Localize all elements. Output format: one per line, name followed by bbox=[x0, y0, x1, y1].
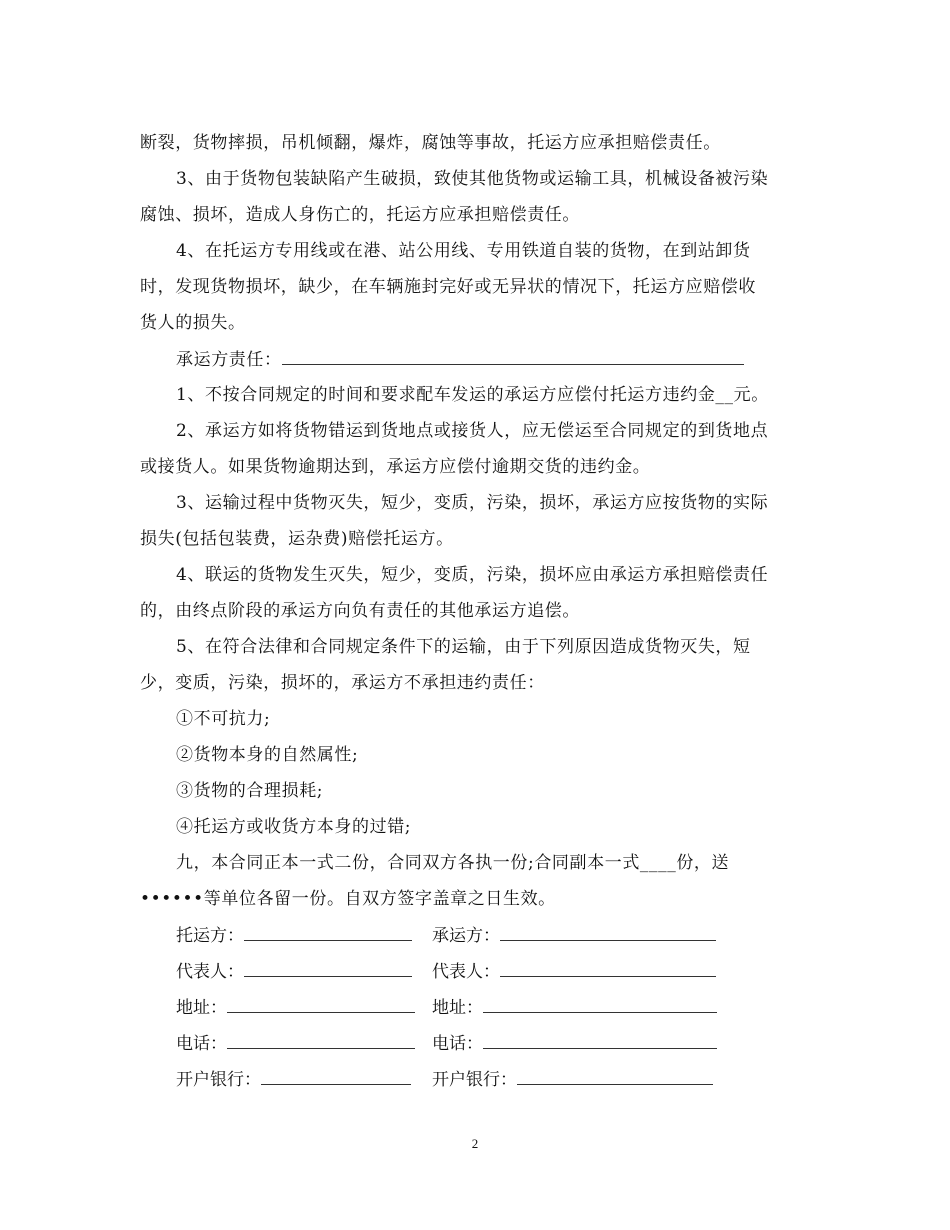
blank-rule bbox=[500, 924, 716, 941]
blank-rule bbox=[227, 1032, 415, 1049]
blank-rule bbox=[500, 960, 716, 977]
field-label: 代表人： bbox=[432, 962, 500, 982]
heading-text: 承运方责任： bbox=[176, 350, 282, 370]
field-label: 地址： bbox=[176, 998, 227, 1018]
carrier-address-field bbox=[432, 996, 717, 1019]
carrier-bank-field bbox=[432, 1068, 713, 1091]
paragraph-line: 2、承运方如将货物错运到货地点或接货人，应无偿运至合同规定的到货地点 bbox=[176, 421, 769, 441]
paragraph-line: 3、运输过程中货物灭失，短少，变质，污染，损坏，承运方应按货物的实际 bbox=[176, 493, 769, 513]
blank-rule bbox=[244, 924, 412, 941]
field-label: 地址： bbox=[432, 998, 483, 1018]
blank-rule bbox=[483, 996, 717, 1013]
field-label: 承运方： bbox=[432, 926, 500, 946]
shipper-field bbox=[176, 924, 412, 947]
paragraph-line: 1、不按合同规定的时间和要求配车发运的承运方应偿付托运方违约金__元。 bbox=[176, 385, 769, 405]
carrier-representative-field bbox=[432, 960, 716, 983]
blank-rule bbox=[244, 960, 412, 977]
carrier-liability-heading bbox=[176, 348, 744, 371]
list-item: ②货物本身的自然属性; bbox=[176, 745, 359, 765]
shipper-bank-field bbox=[176, 1068, 411, 1091]
paragraph-line: 损失(包括包装费，运杂费)赔偿托运方。 bbox=[140, 529, 454, 549]
list-item: ④托运方或收货方本身的过错; bbox=[176, 817, 412, 837]
list-item: ①不可抗力; bbox=[176, 709, 271, 729]
list-item: ③货物的合理损耗; bbox=[176, 781, 324, 801]
field-label: 开户银行： bbox=[432, 1070, 517, 1090]
shipper-phone-field bbox=[176, 1032, 415, 1055]
paragraph-line: 或接货人。如果货物逾期达到，承运方应偿付逾期交货的违约金。 bbox=[140, 457, 651, 477]
paragraph-line: 腐蚀、损坏，造成人身伤亡的，托运方应承担赔偿责任。 bbox=[140, 205, 580, 225]
paragraph-line: 的，由终点阶段的承运方向负有责任的其他承运方追偿。 bbox=[140, 601, 580, 621]
blank-rule bbox=[483, 1032, 717, 1049]
field-label: 电话： bbox=[432, 1034, 483, 1054]
field-label: 电话： bbox=[176, 1034, 227, 1054]
carrier-field bbox=[432, 924, 716, 947]
blank-rule bbox=[261, 1068, 411, 1085]
blank-rule bbox=[227, 996, 415, 1013]
field-label: 代表人： bbox=[176, 962, 244, 982]
shipper-representative-field bbox=[176, 960, 412, 983]
shipper-address-field bbox=[176, 996, 415, 1019]
paragraph-line: 3、由于货物包装缺陷产生破损，致使其他货物或运输工具，机械设备被污染 bbox=[176, 169, 769, 189]
paragraph-line: 4、在托运方专用线或在港、站公用线、专用铁道自装的货物，在到站卸货 bbox=[176, 241, 751, 261]
paragraph-line: 4、联运的货物发生灭失，短少，变质，污染，损坏应由承运方承担赔偿责任 bbox=[176, 565, 769, 585]
carrier-phone-field bbox=[432, 1032, 717, 1055]
field-label: 托运方： bbox=[176, 926, 244, 946]
blank-rule bbox=[282, 348, 744, 365]
paragraph-line: 断裂，货物摔损，吊机倾翻，爆炸，腐蚀等事故，托运方应承担赔偿责任。 bbox=[140, 133, 721, 153]
paragraph-line: 时，发现货物损坏，缺少，在车辆施封完好或无异状的情况下，托运方应赔偿收 bbox=[140, 277, 756, 297]
blank-rule bbox=[517, 1068, 713, 1085]
paragraph-line: 九，本合同正本一式二份，合同双方各执一份;合同副本一式____份，送 bbox=[176, 853, 730, 873]
page-number: 2 bbox=[471, 1136, 479, 1151]
paragraph-line: 少，变质，污染，损坏的，承运方不承担违约责任： bbox=[140, 673, 545, 693]
paragraph-line: ••••••等单位各留一份。自双方签字盖章之日生效。 bbox=[140, 889, 556, 909]
paragraph-line: 货人的损失。 bbox=[140, 313, 246, 333]
paragraph-line: 5、在符合法律和合同规定条件下的运输，由于下列原因造成货物灭失，短 bbox=[176, 637, 751, 657]
field-label: 开户银行： bbox=[176, 1070, 261, 1090]
